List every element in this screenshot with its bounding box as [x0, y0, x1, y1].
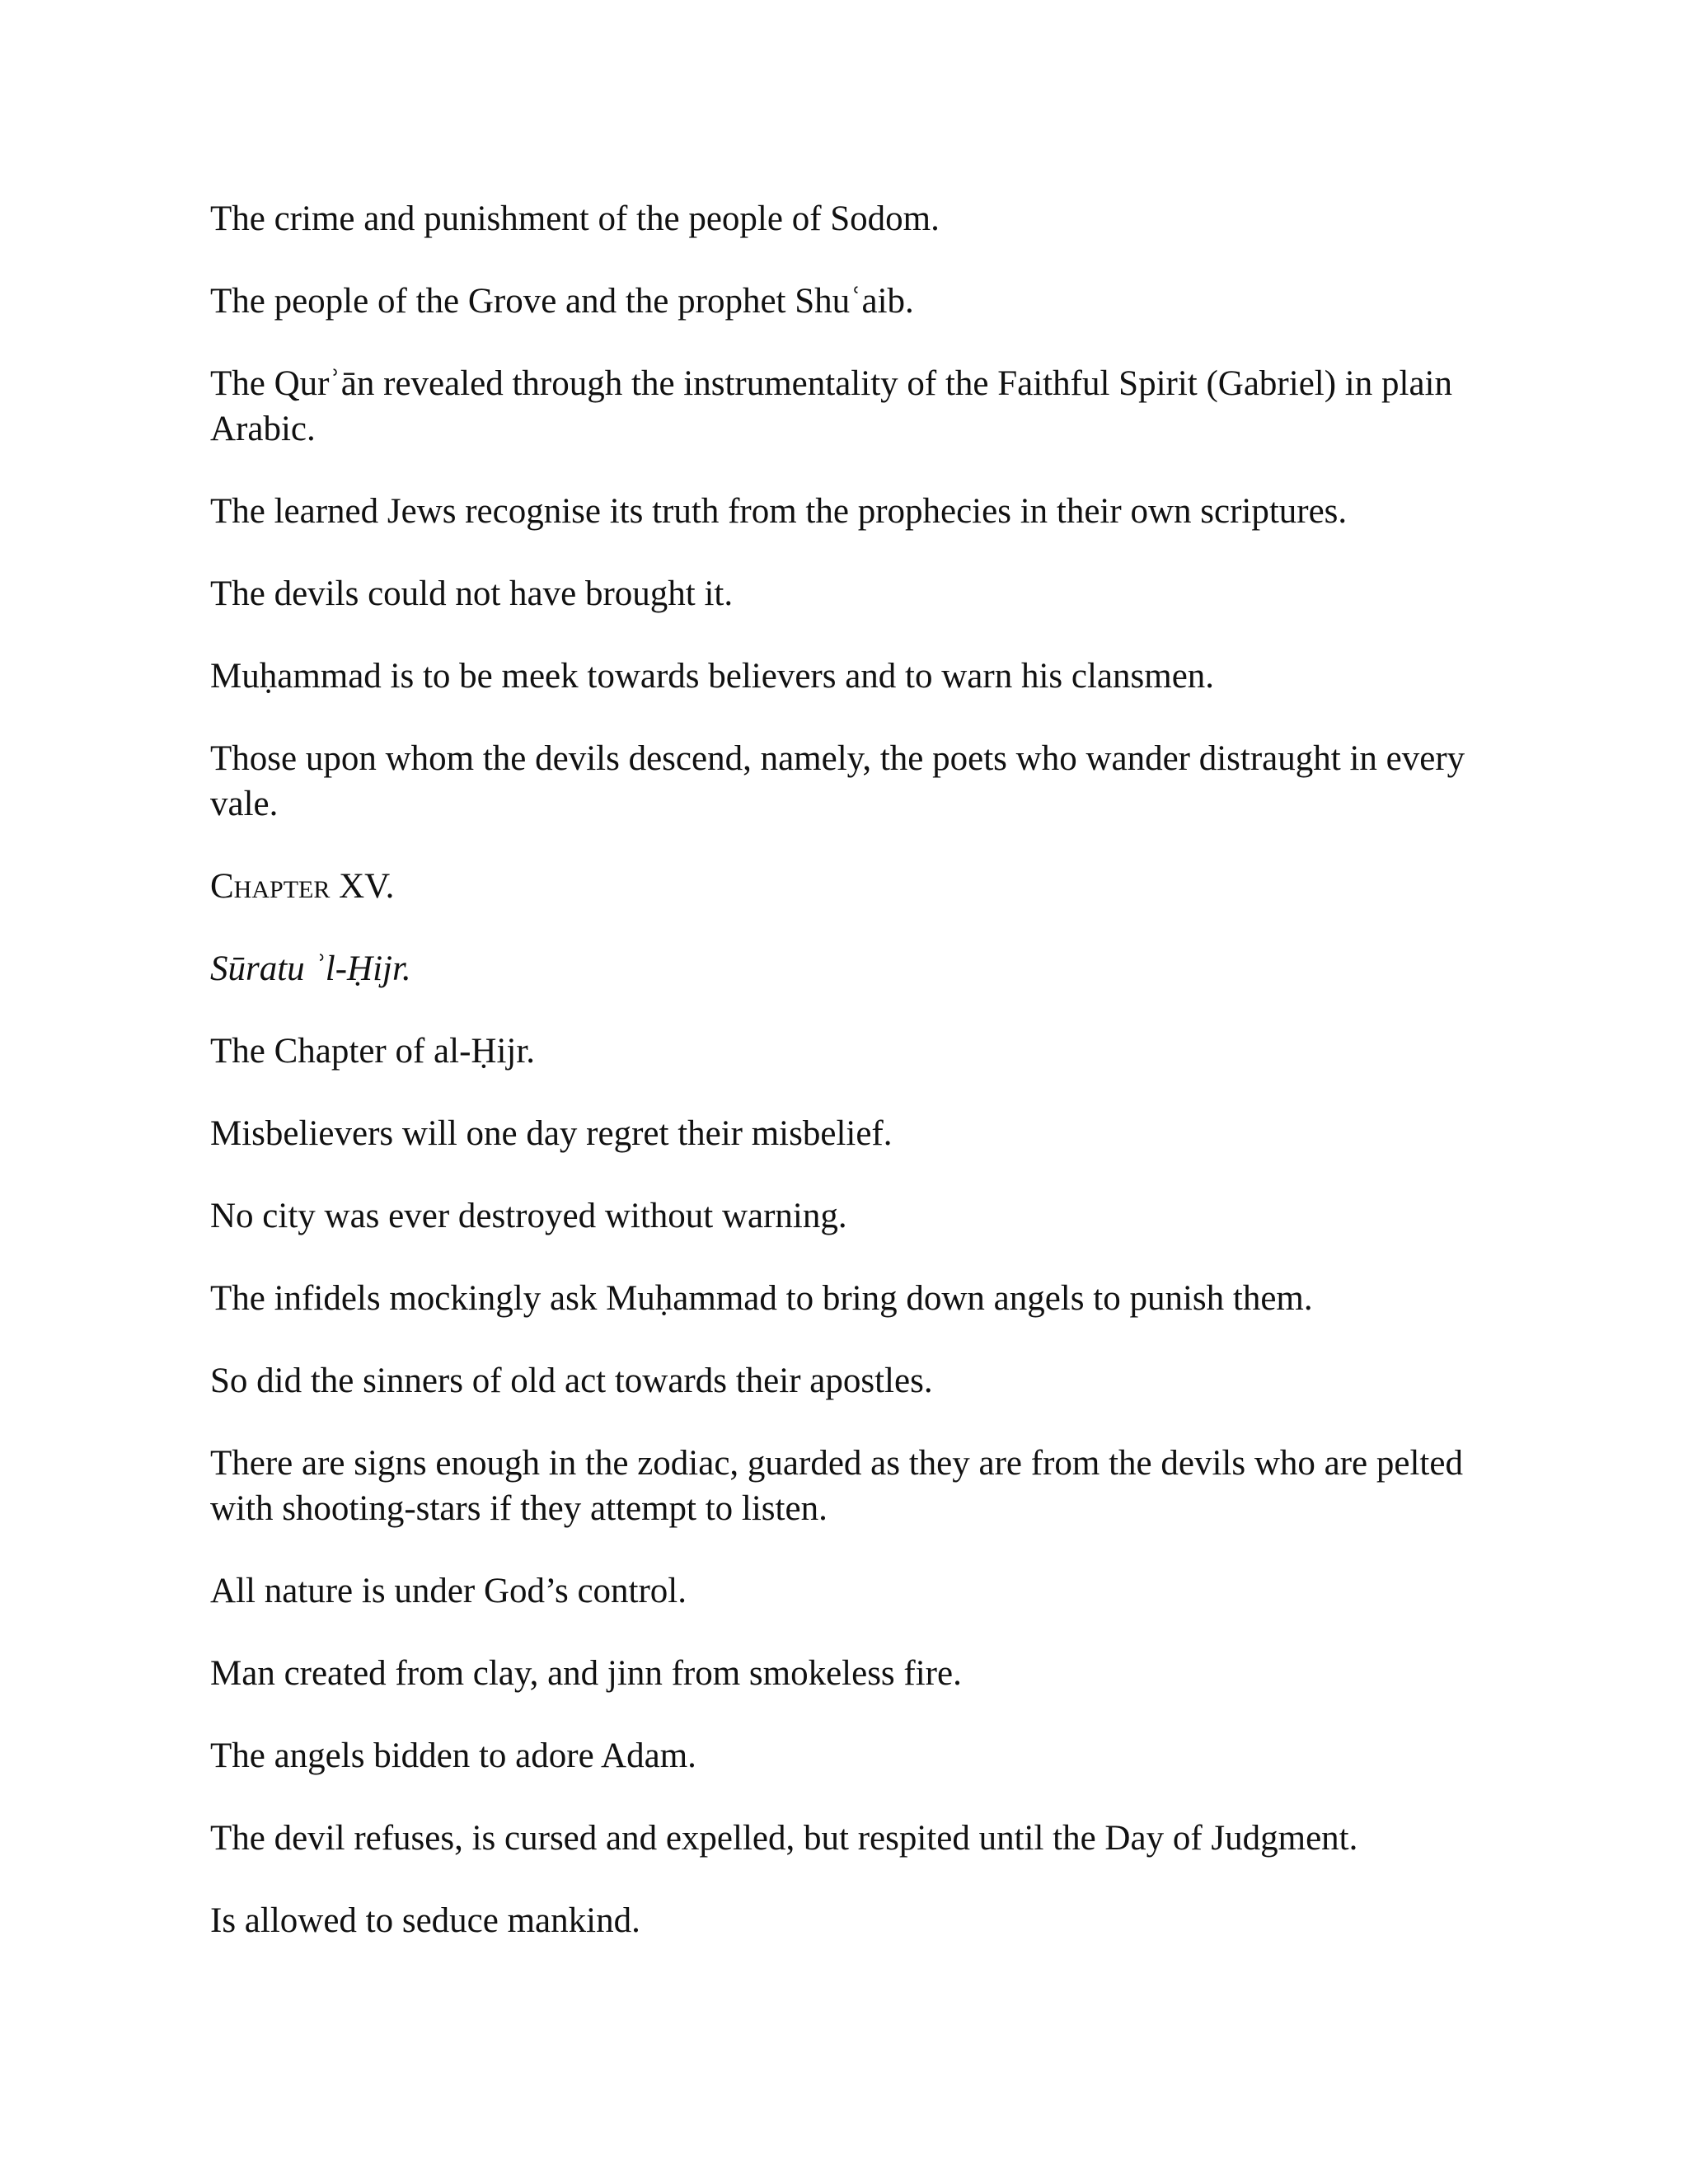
chapter-english-title: The Chapter of al-Ḥijr.: [210, 1032, 536, 1071]
paragraph: The angels bidden to adore Adam.: [210, 1736, 696, 1775]
paragraph: Those upon whom the devils descend, namely, the poets who wander distraught in every vale.: [210, 739, 1465, 823]
paragraph: The people of the Grove and the prophet Shuʿaib.: [210, 282, 914, 321]
paragraph: So did the sinners of old act towards their apostles.: [210, 1361, 933, 1400]
chapter-heading: Chapter XV.: [210, 867, 395, 906]
paragraph: The infidels mockingly ask Muḥammad to bring down angels to punish them.: [210, 1279, 1313, 1318]
paragraph: There are signs enough in the zodiac, guarded as they are from the devils who are pelted with shooting-stars if they attempt to listen.: [210, 1444, 1463, 1528]
paragraph: The learned Jews recognise its truth from the prophecies in their own scriptures.: [210, 492, 1348, 531]
paragraph: Is allowed to seduce mankind.: [210, 1901, 640, 1940]
paragraph: The Qurʾān revealed through the instrumentality of the Faithful Spirit (Gabriel) in plain Arabic.: [210, 364, 1452, 448]
paragraph: The crime and punishment of the people of Sodom.: [210, 199, 940, 238]
paragraph: Misbelievers will one day regret their misbelief.: [210, 1114, 893, 1153]
paragraph: No city was ever destroyed without warning.: [210, 1197, 847, 1235]
paragraph: The devil refuses, is cursed and expelled, but respited until the Day of Judgment.: [210, 1819, 1358, 1858]
chapter-arabic-title: Sūratu ʾl-Ḥijr.: [210, 949, 411, 988]
page-content: [210, 196, 1479, 1980]
paragraph: Muḥammad is to be meek towards believers and to warn his clansmen.: [210, 657, 1215, 696]
paragraph: All nature is under God’s control.: [210, 1572, 687, 1610]
paragraph: Man created from clay, and jinn from smokeless fire.: [210, 1654, 962, 1693]
paragraph: The devils could not have brought it.: [210, 574, 734, 613]
